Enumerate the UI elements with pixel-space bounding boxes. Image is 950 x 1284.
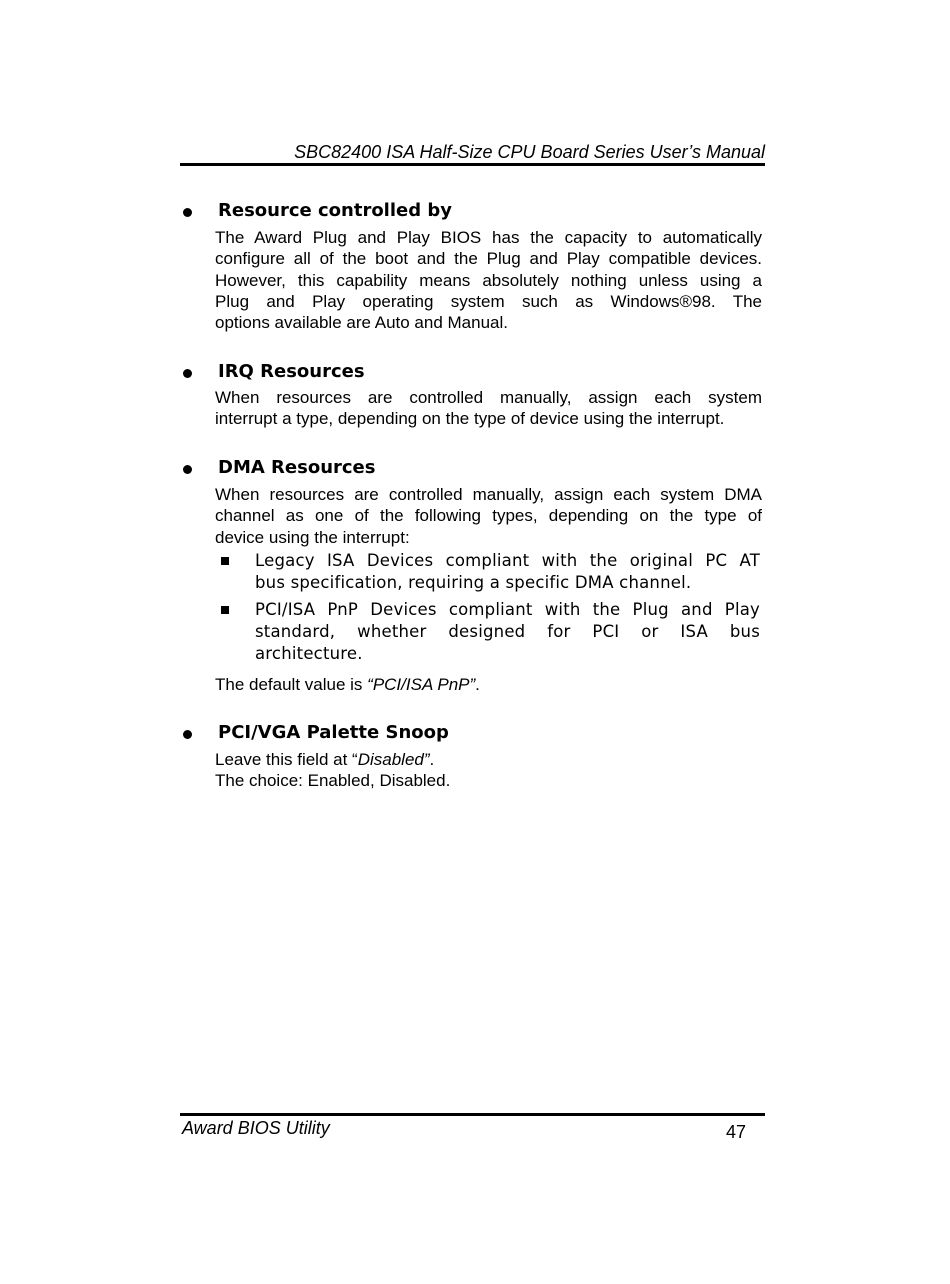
leave-field-value: Disabled” <box>357 750 430 769</box>
list-item-line: Legacy ISA Devices compliant with the original PC AT <box>255 551 760 570</box>
body-line: channel as one of the following types, depending on the type of <box>215 506 762 526</box>
section-heading: PCI/VGA Palette Snoop <box>218 722 449 743</box>
section-heading: IRQ Resources <box>218 361 365 382</box>
square-bullet-icon <box>221 557 229 565</box>
section-body <box>215 484 762 548</box>
default-value: “PCI/ISA PnP” <box>367 675 476 694</box>
list-item-line: bus specification, requiring a specific DMA channel. <box>255 573 692 592</box>
header-rule <box>180 163 765 166</box>
body-line: Plug and Play operating system such as Windows®98. The <box>215 291 762 311</box>
footer-section-name: Award BIOS Utility <box>182 1118 330 1138</box>
bullet-icon <box>183 465 192 474</box>
body-line: configure all of the boot and the Plug and Play compatible devices. <box>215 249 762 269</box>
section-body <box>215 227 762 333</box>
leave-field-line <box>215 749 434 770</box>
bullet-icon <box>183 369 192 378</box>
body-line: device using the interrupt: <box>215 527 410 547</box>
list-item-line: architecture. <box>255 644 363 663</box>
choice-line: The choice: Enabled, Disabled. <box>215 771 451 790</box>
body-line: interrupt a type, depending on the type of device using the interrupt. <box>215 409 725 429</box>
default-suffix: . <box>475 675 480 694</box>
page-number: 47 <box>725 1122 746 1142</box>
leave-field-prefix: Leave this field at “ <box>215 750 358 769</box>
bullet-icon <box>183 208 192 217</box>
body-line: The Award Plug and Play BIOS has the capacity to automatically <box>215 228 762 247</box>
default-value-line <box>215 674 480 695</box>
section-body <box>215 387 762 430</box>
footer-rule <box>180 1113 765 1116</box>
body-line: However, this capability means absolutely nothing unless using a <box>215 270 762 290</box>
list-item-line: PCI/ISA PnP Devices compliant with the Plug and Play <box>255 600 760 619</box>
default-prefix: The default value is <box>215 675 368 694</box>
list-item-text <box>255 599 760 665</box>
list-item-line: standard, whether designed for PCI or ISA bus <box>255 622 760 641</box>
section-heading: Resource controlled by <box>218 200 452 221</box>
square-bullet-icon <box>221 606 229 614</box>
leave-field-suffix: . <box>429 750 435 769</box>
section-heading: DMA Resources <box>218 457 376 478</box>
body-line: When resources are controlled manually, assign each system DMA <box>215 485 762 504</box>
list-item-text <box>255 550 760 594</box>
bullet-icon <box>183 730 192 739</box>
page-header-title: SBC82400 ISA Half-Size CPU Board Series User’s Manual <box>294 142 765 162</box>
body-line: When resources are controlled manually, assign each system <box>215 388 762 407</box>
body-line: options available are Auto and Manual. <box>215 313 508 333</box>
